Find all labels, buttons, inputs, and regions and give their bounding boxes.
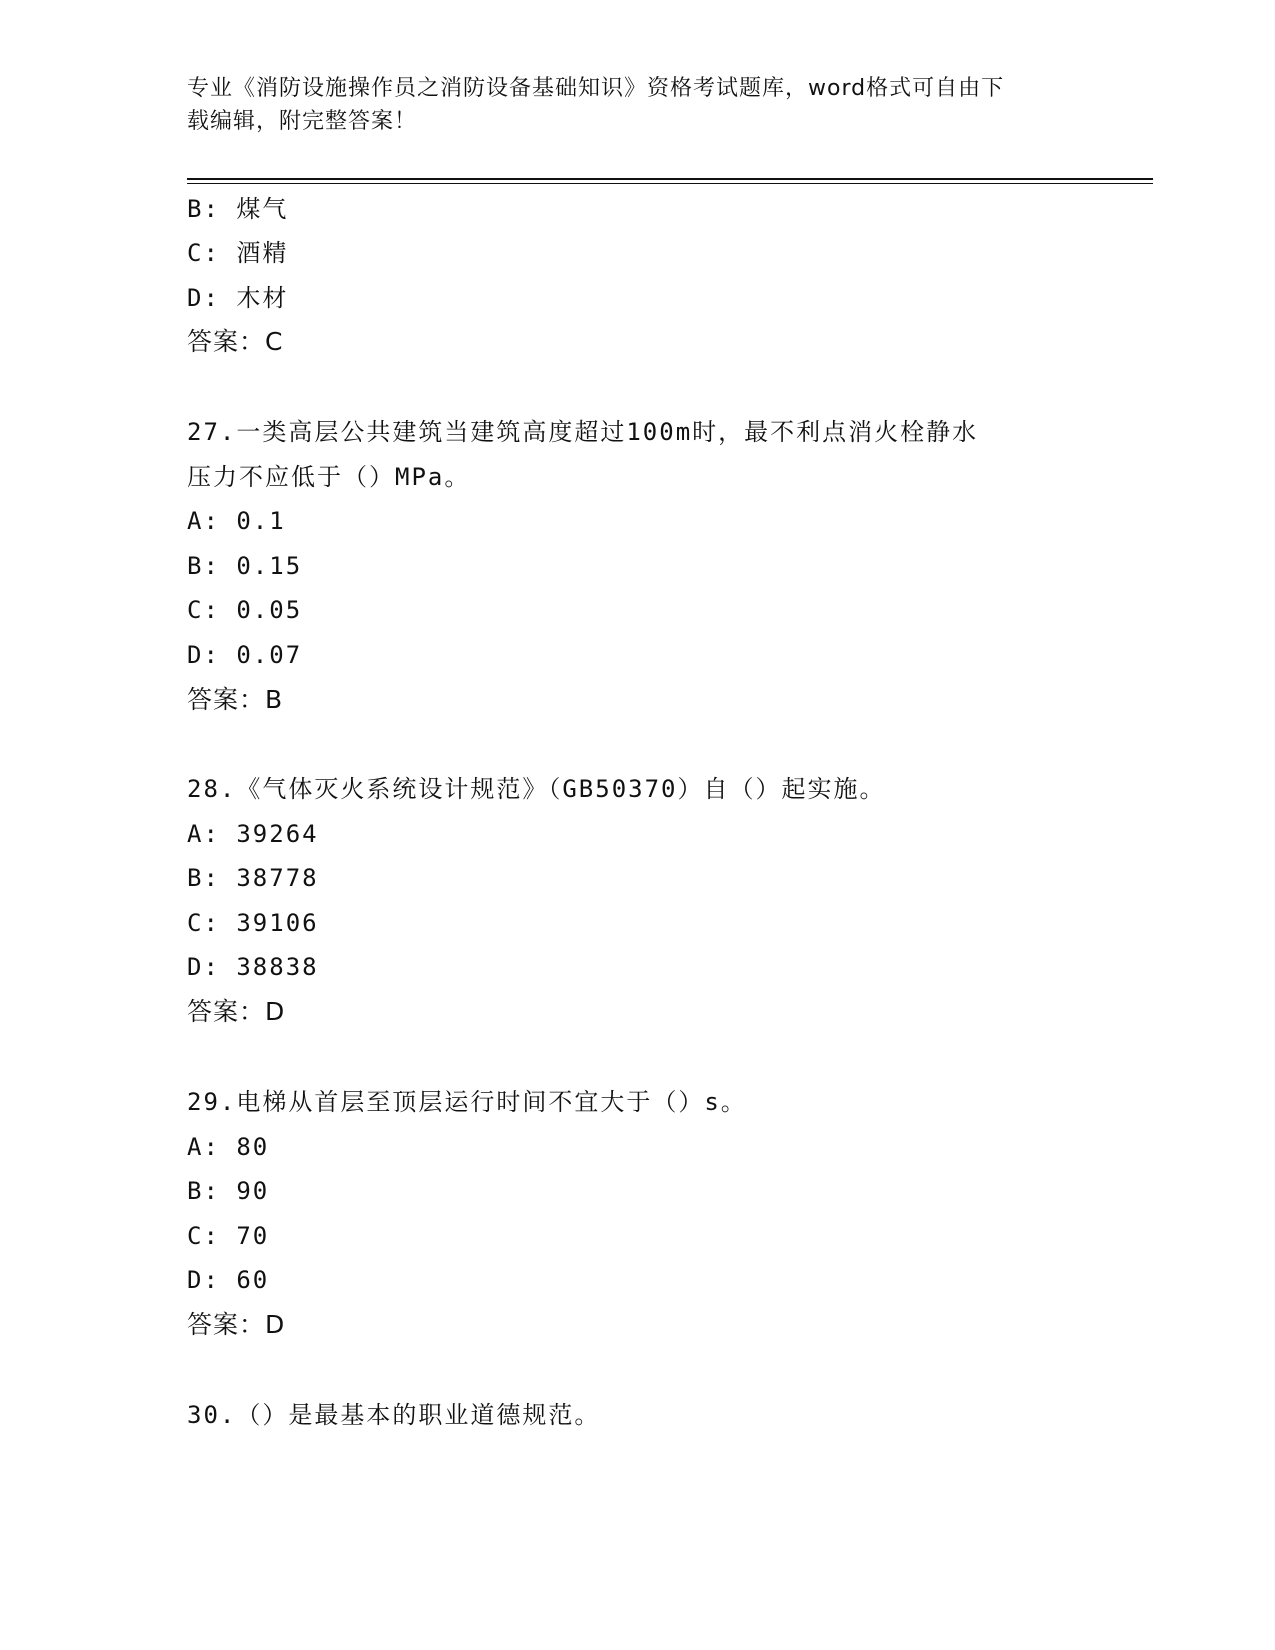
q29-option-c: C: 70 (187, 1222, 270, 1250)
q26-answer: 答案：C (187, 327, 284, 356)
q28-answer: 答案：D (187, 997, 286, 1026)
q27-stem-line-2: 压力不应低于（）MPa。 (187, 463, 471, 491)
header-line-2: 载编辑，附完整答案！ (187, 109, 418, 134)
q28-stem: 28.《气体灭火系统设计规范》（GB50370）自（）起实施。 (187, 775, 886, 803)
q29-option-a: A: 80 (187, 1133, 270, 1161)
q27-answer: 答案：B (187, 685, 284, 714)
header-line-1: 专业《消防设施操作员之消防设备基础知识》资格考试题库，word格式可自由下 (187, 76, 1005, 101)
header-rule-thick (187, 178, 1153, 180)
header-rule-thin (187, 183, 1153, 184)
q28-option-c: C: 39106 (187, 909, 319, 937)
q29-option-d: D: 60 (187, 1266, 270, 1294)
q28-option-a: A: 39264 (187, 820, 319, 848)
q27-option-a: A: 0.1 (187, 507, 286, 535)
q26-option-d: D: 木材 (187, 284, 289, 312)
q28-option-b: B: 38778 (187, 864, 319, 892)
q27-option-c: C: 0.05 (187, 596, 303, 624)
q30-stem: 30.（）是最基本的职业道德规范。 (187, 1401, 601, 1429)
q26-option-b: B: 煤气 (187, 195, 289, 223)
q28-option-d: D: 38838 (187, 953, 319, 981)
q26-option-c: C: 酒精 (187, 239, 289, 267)
document-header (187, 72, 1087, 138)
q27-stem-line-1: 27.一类高层公共建筑当建筑高度超过100m时，最不利点消火栓静水 (187, 418, 979, 446)
q27-option-d: D: 0.07 (187, 641, 303, 669)
q27-option-b: B: 0.15 (187, 552, 303, 580)
q29-answer: 答案：D (187, 1310, 286, 1339)
q29-stem: 29.电梯从首层至顶层运行时间不宜大于（）s。 (187, 1088, 747, 1116)
q29-option-b: B: 90 (187, 1177, 270, 1205)
